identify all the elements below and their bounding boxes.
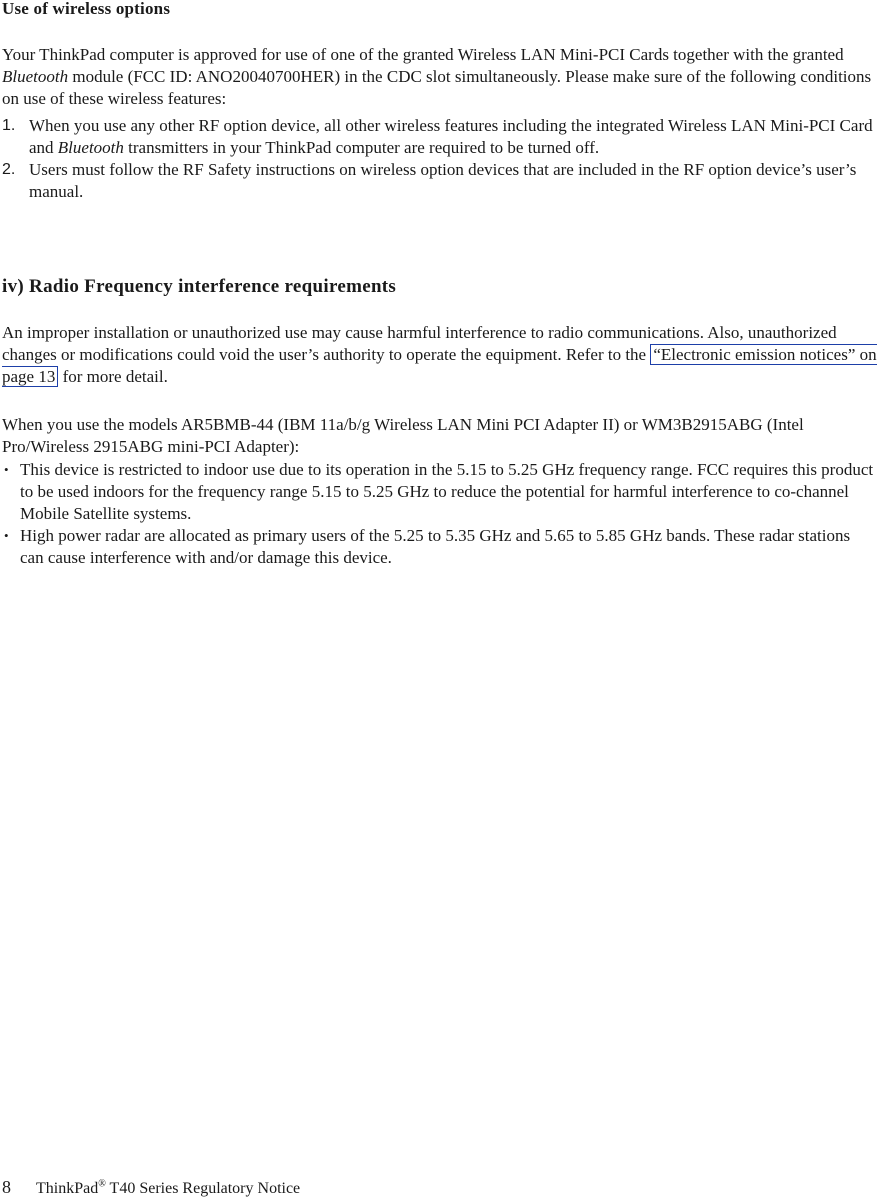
footer-brand: ThinkPad bbox=[36, 1180, 99, 1197]
condition-text: Users must follow the RF Safety instructions on wireless option devices that are included in the RF option device’s user’s manual. bbox=[29, 160, 857, 201]
conditions-list bbox=[2, 115, 877, 203]
models-intro-paragraph bbox=[2, 414, 877, 458]
page-number: 8 bbox=[2, 1177, 11, 1197]
intro-text-2: module (FCC ID: ANO20040700HER) in the CDC slot simultaneously. Please make sure of the following conditions on use of these wireless features: bbox=[2, 67, 872, 108]
restriction-item-2 bbox=[2, 525, 877, 569]
bullet-marker: • bbox=[4, 462, 9, 477]
restriction-text: High power radar are allocated as primary users of the 5.25 to 5.35 GHz and 5.65 to 5.85 GHz bands. These radar stations can cause interference with and/or damage this device. bbox=[20, 526, 851, 567]
condition-item-1 bbox=[2, 115, 877, 159]
intro-bluetooth-italic: Bluetooth bbox=[2, 67, 69, 86]
condition-item-2 bbox=[2, 159, 877, 203]
models-intro-text: When you use the models AR5BMB-44 (IBM 11a/b/g Wireless LAN Mini PCI Adapter II) or WM3B2915ABG (Intel Pro/Wireless 2915ABG mini-PCI Adapter): bbox=[2, 415, 804, 456]
restriction-text: This device is restricted to indoor use due to its operation in the 5.15 to 5.25 GHz frequency range. FCC requires this product to be used indoors for the frequency range 5.15 to 5.25 GHz to reduce the potential for harmful interference to co-channel Mobile Satellite systems. bbox=[20, 460, 874, 523]
rf-interference-heading: iv) Radio Frequency interference requirements bbox=[2, 276, 397, 297]
registered-mark: ® bbox=[98, 1178, 106, 1190]
condition-text: When you use any other RF option device, all other wireless features including the integrated Wireless LAN Mini-PCI Card and bbox=[29, 116, 873, 157]
interference-text-end: for more detail. bbox=[58, 367, 168, 386]
intro-paragraph bbox=[2, 44, 877, 110]
intro-text-1: Your ThinkPad computer is approved for use of one of the granted Wireless LAN Mini-PCI Cards together with the granted bbox=[2, 45, 844, 64]
condition-text-2: transmitters in your ThinkPad computer are required to be turned off. bbox=[123, 138, 600, 157]
restriction-item-1 bbox=[2, 459, 877, 525]
condition-number: 2. bbox=[2, 161, 16, 178]
page-footer bbox=[2, 1176, 877, 1200]
wireless-options-heading: Use of wireless options bbox=[2, 0, 171, 18]
condition-number: 1. bbox=[2, 117, 16, 134]
footer-doc-title: T40 Series Regulatory Notice bbox=[105, 1180, 301, 1197]
bullet-marker: • bbox=[4, 528, 9, 543]
interference-paragraph bbox=[2, 322, 877, 388]
restrictions-list bbox=[2, 459, 877, 569]
interference-text: An improper installation or unauthorized use may cause harmful interference to radio communications. Also, unauthorized changes or modifications could void the user’s authority to operate the equipment. Refer to the bbox=[2, 323, 837, 364]
condition-bluetooth-italic: Bluetooth bbox=[57, 138, 124, 157]
emission-notices-link[interactable]: “Electronic emission notices” on page 13 bbox=[2, 345, 877, 386]
